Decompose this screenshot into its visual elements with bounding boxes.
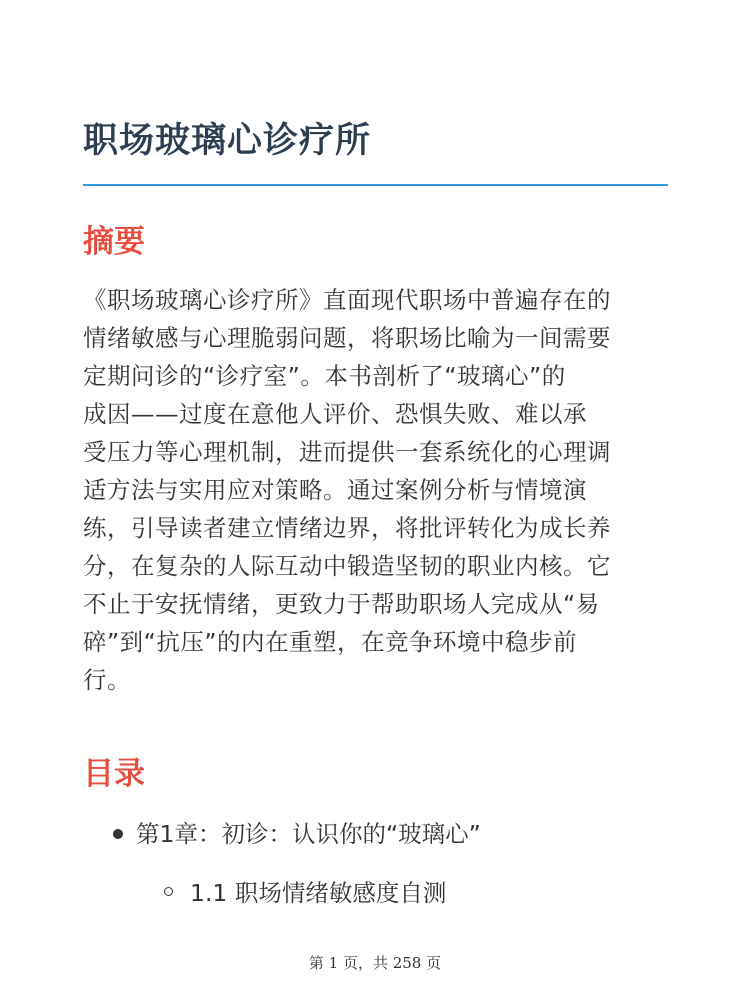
abstract-line: 成因——过度在意他人评价、恐惧失败、难以承 (83, 400, 587, 428)
bullet-disc-icon (113, 829, 123, 839)
abstract-line: 分，在复杂的人际互动中锻造坚韧的职业内核。它 (83, 552, 611, 580)
toc-heading: 目录 (83, 756, 145, 792)
page-footer: 第 1 页，共 258 页 (308, 954, 442, 972)
book-title: 职场玻璃心诊疗所 (83, 121, 372, 161)
abstract-line: 碎”到“抗压”的内在重塑，在竞争环境中稳步前 (83, 628, 578, 656)
bullet-circle-icon (164, 887, 173, 896)
abstract-line: 受压力等心理机制，进而提供一套系统化的心理调 (83, 438, 611, 466)
abstract-paragraph (83, 281, 673, 699)
abstract-line: 不止于安抚情绪，更致力于帮助职场人完成从“易 (83, 590, 600, 618)
abstract-line: 《职场玻璃心诊疗所》直面现代职场中普遍存在的 (83, 286, 611, 314)
abstract-heading: 摘要 (83, 224, 145, 260)
toc-chapter-label[interactable]: 第1章：初诊：认识你的“玻璃心” (136, 820, 481, 848)
abstract-line: 练，引导读者建立情绪边界，将批评转化为成长养 (83, 514, 611, 542)
abstract-line: 定期问诊的“诊疗室”。本书剖析了“玻璃心”的 (83, 362, 566, 390)
toc-section-label[interactable]: 1.1 职场情绪敏感度自测 (190, 879, 447, 907)
title-divider (83, 184, 668, 186)
abstract-line: 行。 (83, 666, 131, 694)
abstract-line: 情绪敏感与心理脆弱问题，将职场比喻为一间需要 (83, 324, 611, 352)
abstract-line: 适方法与实用应对策略。通过案例分析与情境演 (83, 476, 587, 504)
